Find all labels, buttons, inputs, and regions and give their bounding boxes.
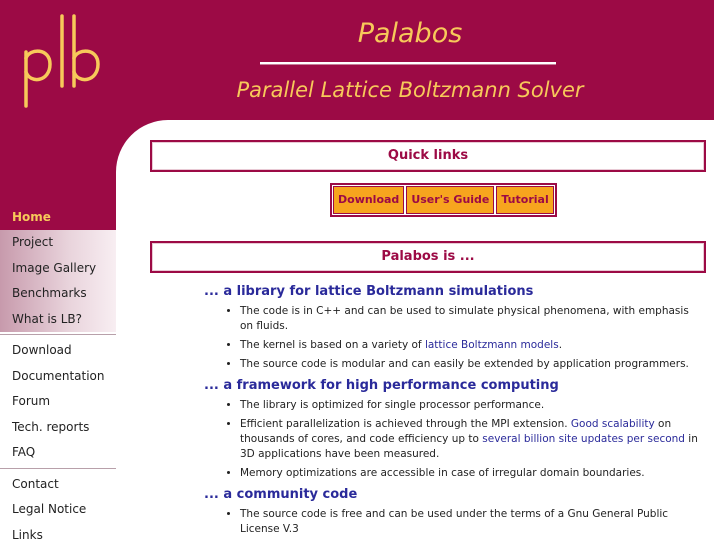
sidebar-item-faq[interactable]: FAQ — [0, 440, 116, 466]
feature-text: on thousands of cores, and code efficiency up to — [240, 418, 671, 445]
feature-text: in 3D applications have been measured. — [240, 433, 698, 460]
quick-link-download-button[interactable]: Download — [333, 186, 404, 214]
sidebar-item-download[interactable]: Download — [0, 338, 116, 364]
sidebar-item-legal-notice[interactable]: Legal Notice — [0, 497, 116, 523]
section-heading: ... a library for lattice Boltzmann simulations — [204, 282, 704, 302]
feature-item — [240, 417, 704, 462]
feature-item — [240, 304, 704, 334]
feature-text: The library is optimized for single processor performance. — [240, 399, 544, 411]
feature-item — [240, 398, 704, 413]
quick-link-tutorial-button[interactable]: Tutorial — [496, 186, 553, 214]
feature-text: The code is in C++ and can be used to simulate physical phenomena, with emphasis on fluids. — [240, 305, 689, 332]
quick-links-bar — [330, 183, 557, 217]
sidebar-nav — [0, 204, 116, 545]
sidebar-item-documentation[interactable]: Documentation — [0, 364, 116, 390]
palabos-is-title: Palabos is ... — [150, 241, 706, 273]
feature-text: Efficient parallelization is achieved through the MPI extension. — [240, 418, 571, 430]
site-title: Palabos — [250, 18, 570, 49]
good-scalability-link[interactable]: Good scalability — [571, 418, 655, 430]
nav-group-main — [0, 204, 116, 332]
feature-bullets — [204, 507, 704, 537]
nav-divider — [0, 468, 116, 469]
lattice-boltzmann-models-link[interactable]: lattice Boltzmann models — [425, 339, 559, 351]
sidebar-item-forum[interactable]: Forum — [0, 389, 116, 415]
feature-list — [204, 282, 704, 541]
sidebar-item-contact[interactable]: Contact — [0, 472, 116, 498]
feature-bullets — [204, 304, 704, 372]
site-subtitle: Parallel Lattice Boltzmann Solver — [230, 78, 590, 102]
feature-text: Memory optimizations are accessible in case of irregular domain boundaries. — [240, 467, 645, 479]
feature-bullets — [204, 398, 704, 481]
sidebar-item-tech-reports[interactable]: Tech. reports — [0, 415, 116, 441]
sidebar-item-project[interactable]: Project — [0, 230, 116, 256]
nav-divider — [0, 334, 116, 335]
several-billion-site-updates-per-second-link[interactable]: several billion site updates per second — [482, 433, 685, 445]
sidebar-item-image-gallery[interactable]: Image Gallery — [0, 256, 116, 282]
feature-item — [240, 507, 704, 537]
feature-text: The kernel is based on a variety of — [240, 339, 425, 351]
quick-link-users-guide-button[interactable]: User's Guide — [406, 186, 494, 214]
feature-item — [240, 357, 704, 372]
sidebar-item-benchmarks[interactable]: Benchmarks — [0, 281, 116, 307]
section-heading: ... a community code — [204, 485, 704, 505]
quick-links-title: Quick links — [150, 140, 706, 172]
feature-text: The source code is modular and can easily be extended by application programmers. — [240, 358, 689, 370]
sidebar-item-what-is-lb[interactable]: What is LB? — [0, 307, 116, 333]
sidebar-item-links[interactable]: Links — [0, 523, 116, 548]
sidebar-item-home[interactable]: Home — [0, 204, 116, 230]
site-header — [0, 0, 714, 120]
nav-group-resources — [0, 338, 116, 466]
feature-text: The source code is free and can be used under the terms of a Gnu General Public License V.3 — [240, 508, 668, 535]
feature-item — [240, 338, 704, 353]
sidebar-header-band — [0, 120, 116, 204]
palabos-logo-icon[interactable] — [14, 8, 114, 108]
feature-item — [240, 466, 704, 481]
feature-text: . — [559, 339, 562, 351]
title-divider — [260, 62, 556, 65]
section-heading: ... a framework for high performance computing — [204, 376, 704, 396]
nav-group-info — [0, 472, 116, 548]
